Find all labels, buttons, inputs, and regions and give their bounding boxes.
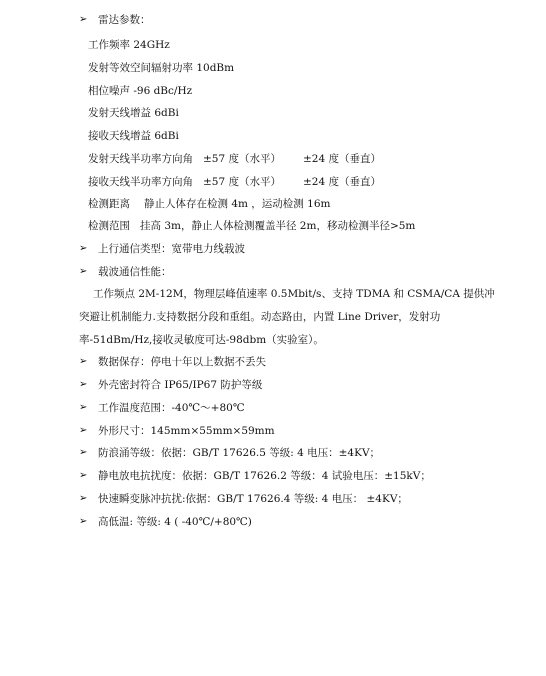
- radar-param-row: [88, 38, 170, 52]
- spec-text: 外形尺寸：145mm×55mm×59mm: [98, 425, 275, 437]
- arrow-bullet-icon: ➢: [79, 470, 88, 481]
- spec-text: 外壳密封符合 IP65/IP67 防护等级: [98, 379, 263, 391]
- carrier-paragraph-line: 率-51dBm/Hz,接收灵敏度可达-98dbm（实验室）。: [79, 334, 324, 346]
- radar-param-row: [88, 197, 330, 211]
- arrow-bullet-icon: ➢: [79, 402, 88, 413]
- carrier-paragraph-line: 突避让机制能力.支持数据分段和重组。动态路由，内置 Line Driver，发射功: [79, 311, 441, 323]
- arrow-bullet-icon: ➢: [79, 356, 88, 367]
- uplink-type-text: 上行通信类型：宽带电力线载波: [98, 243, 245, 255]
- carrier-heading-text: 载波通信性能：: [98, 266, 172, 278]
- radar-param-value: 静止人体存在检测 4m ，运动检测 16m: [144, 198, 331, 210]
- spec-text: 防浪涌等级：依据：GB/T 17626.5 等级: 4 电压：±4KV；: [98, 447, 381, 459]
- radar-param-label: 检测距离: [88, 198, 130, 210]
- radar-param-text: 发射等效空间辐射功率 10dBm: [88, 62, 235, 74]
- radar-param-row: [88, 84, 192, 98]
- radar-param-value: 挂高 3m，静止人体检测覆盖半径 2m，移动检测半径>5m: [140, 220, 416, 232]
- arrow-bullet-icon: ➢: [79, 266, 88, 277]
- arrow-bullet-icon: ➢: [79, 14, 88, 25]
- radar-param-vertical: ±24 度（垂直）: [303, 153, 381, 165]
- radar-param-row: [88, 61, 234, 75]
- radar-param-label: 接收天线半功率方向角: [88, 176, 193, 188]
- radar-params-heading-text: 雷达参数：: [98, 14, 151, 26]
- radar-param-label: 发射天线半功率方向角: [88, 153, 193, 165]
- radar-param-text: 接收天线增益 6dBi: [88, 130, 179, 142]
- radar-param-row: [88, 175, 381, 189]
- radar-param-horizontal: ±57 度（水平）: [203, 176, 281, 188]
- radar-param-text: 发射天线增益 6dBi: [88, 107, 179, 119]
- radar-param-text: 工作频率 24GHz: [88, 39, 170, 51]
- spec-text: 静电放电抗扰度：依据：GB/T 17626.2 等级：4 试验电压：±15kV；: [98, 470, 431, 482]
- arrow-bullet-icon: ➢: [79, 516, 88, 527]
- radar-param-vertical: ±24 度（垂直）: [303, 176, 381, 188]
- spec-text: 工作温度范围：-40℃～+80℃: [98, 402, 245, 414]
- arrow-bullet-icon: ➢: [79, 243, 88, 254]
- spec-text: 高低温: 等级: 4 ( -40℃/+80℃): [98, 516, 252, 528]
- spec-text: 数据保存：停电十年以上数据不丢失: [98, 356, 266, 368]
- radar-param-row: [88, 106, 179, 120]
- arrow-bullet-icon: ➢: [79, 493, 88, 504]
- arrow-bullet-icon: ➢: [79, 447, 88, 458]
- carrier-paragraph-line: 工作频点 2M-12M，物理层峰值速率 0.5Mbit/s、支持 TDMA 和 CSMA/CA 提供冲: [93, 288, 495, 300]
- radar-param-label: 检测范围: [88, 220, 130, 232]
- radar-param-row: [88, 129, 179, 143]
- arrow-bullet-icon: ➢: [79, 379, 88, 390]
- radar-param-row: [88, 219, 415, 233]
- radar-param-text: 相位噪声 -96 dBc/Hz: [88, 85, 193, 97]
- radar-param-horizontal: ±57 度（水平）: [203, 153, 281, 165]
- radar-param-row: [88, 152, 381, 166]
- arrow-bullet-icon: ➢: [79, 425, 88, 436]
- spec-text: 快速瞬变脉冲抗扰:依据：GB/T 17626.4 等级: 4 电压： ±4KV；: [98, 493, 408, 505]
